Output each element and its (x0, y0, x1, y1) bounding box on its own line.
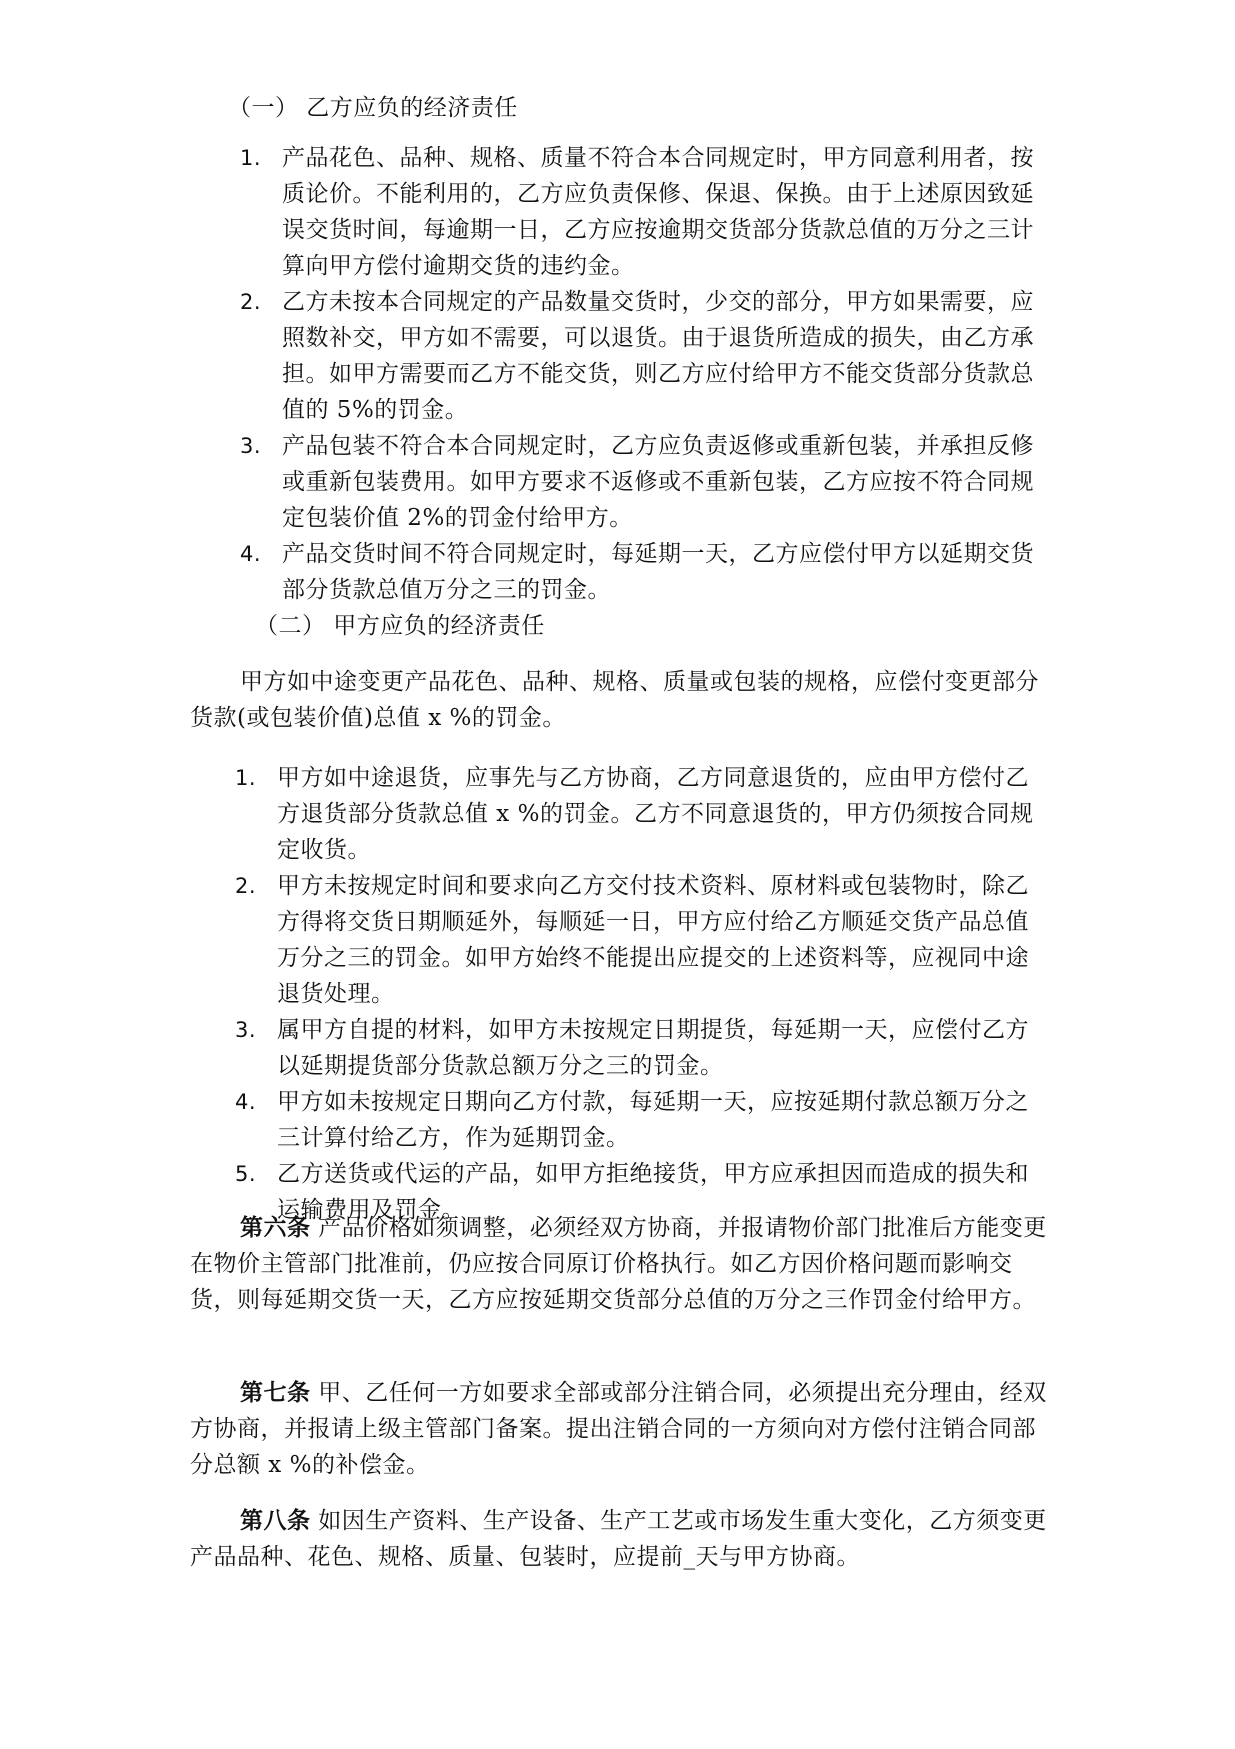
list-item-text: 产品包装不符合本合同规定时，乙方应负责返修或重新包装，并承担反修或重新包装费用。如甲方要求不返修或不重新包装，乙方应按不符合同规定包装价值 2%的罚金付给甲方。 (282, 433, 1034, 531)
article-7-text: 甲、乙任何一方如要求全部或部分注销合同，必须提出充分理由，经双方协商，并报请上级主管部门备案。提出注销合同的一方须向对方偿付注销合同部分总额 x %的补偿金。 (190, 1380, 1047, 1478)
list-item (240, 536, 1050, 608)
list-item (235, 1012, 1050, 1084)
list-item (240, 284, 1050, 428)
section-1-heading: （一） 乙方应负的经济责任 (228, 95, 518, 121)
section-2-intro: 甲方如中途变更产品花色、品种、规格、质量或包装的规格，应偿付变更部分货款(或包装价值)总值 x %的罚金。 (190, 669, 1039, 731)
list-item-number: 3. (240, 434, 262, 458)
list-item-text: 乙方未按本合同规定的产品数量交货时，少交的部分，甲方如果需要，应照数补交，甲方如不需要，可以退货。由于退货所造成的损失，由乙方承担。如甲方需要而乙方不能交货，则乙方应付给甲方不能交货部分货款总值的 5%的罚金。 (282, 289, 1034, 423)
list-item-number: 2. (240, 290, 262, 314)
article-6 (190, 1210, 1050, 1318)
list-item (240, 140, 1050, 284)
list-item-text: 乙方送货或代运的产品，如甲方拒绝接货，甲方应承担因而造成的损失和运输费用及罚金。 (277, 1161, 1029, 1223)
list-item-number: 3. (235, 1018, 257, 1042)
list-item-text: 产品交货时间不符合同规定时，每延期一天，乙方应偿付甲方以延期交货部分货款总值万分之三的罚金。 (282, 541, 1034, 603)
list-item-text: 属甲方自提的材料，如甲方未按规定日期提货，每延期一天，应偿付乙方以延期提货部分货款总额万分之三的罚金。 (277, 1017, 1029, 1079)
list-item-number: 2. (235, 874, 257, 898)
list-item-number: 4. (235, 1090, 257, 1114)
list-item (235, 1084, 1050, 1156)
list-item (240, 428, 1050, 536)
list-item-number: 5. (235, 1162, 257, 1186)
article-8-label: 第八条 (240, 1508, 311, 1534)
list-item (235, 868, 1050, 1012)
article-8 (190, 1503, 1050, 1575)
list-item-text: 甲方如未按规定日期向乙方付款，每延期一天，应按延期付款总额万分之三计算付给乙方，作为延期罚金。 (277, 1089, 1029, 1151)
list-item-text: 产品花色、品种、规格、质量不符合本合同规定时，甲方同意利用者，按质论价。不能利用的，乙方应负责保修、保退、保换。由于上述原因致延误交货时间，每逾期一日，乙方应按逾期交货部分货款总值的万分之三计算向甲方偿付逾期交货的违约金。 (282, 145, 1034, 279)
article-8-text: 如因生产资料、生产设备、生产工艺或市场发生重大变化，乙方须变更产品品种、花色、规格、质量、包装时，应提前_天与甲方协商。 (190, 1508, 1047, 1570)
list-item-text: 甲方如中途退货，应事先与乙方协商，乙方同意退货的，应由甲方偿付乙方退货部分货款总值 x %的罚金。乙方不同意退货的，甲方仍须按合同规定收货。 (277, 765, 1034, 863)
article-6-label: 第六条 (240, 1215, 311, 1241)
section-2-list (235, 760, 1050, 1228)
list-item-number: 4. (240, 542, 262, 566)
section-2-heading: （二） 甲方应负的经济责任 (255, 613, 545, 639)
section-1-list (240, 140, 1050, 608)
list-item-number: 1. (240, 146, 262, 170)
article-7-label: 第七条 (240, 1380, 311, 1406)
list-item-number: 1. (235, 766, 257, 790)
list-item-text: 甲方未按规定时间和要求向乙方交付技术资料、原材料或包装物时，除乙方得将交货日期顺延外，每顺延一日，甲方应付给乙方顺延交货产品总值万分之三的罚金。如甲方始终不能提出应提交的上述资料等，应视同中途退货处理。 (277, 873, 1029, 1007)
article-6-text: 产品价格如须调整，必须经双方协商，并报请物价部门批准后方能变更在物价主管部门批准前，仍应按合同原订价格执行。如乙方因价格问题而影响交货，则每延期交货一天，乙方应按延期交货部分总值的万分之三作罚金付给甲方。 (190, 1215, 1047, 1313)
list-item (235, 760, 1050, 868)
article-7 (190, 1375, 1050, 1483)
